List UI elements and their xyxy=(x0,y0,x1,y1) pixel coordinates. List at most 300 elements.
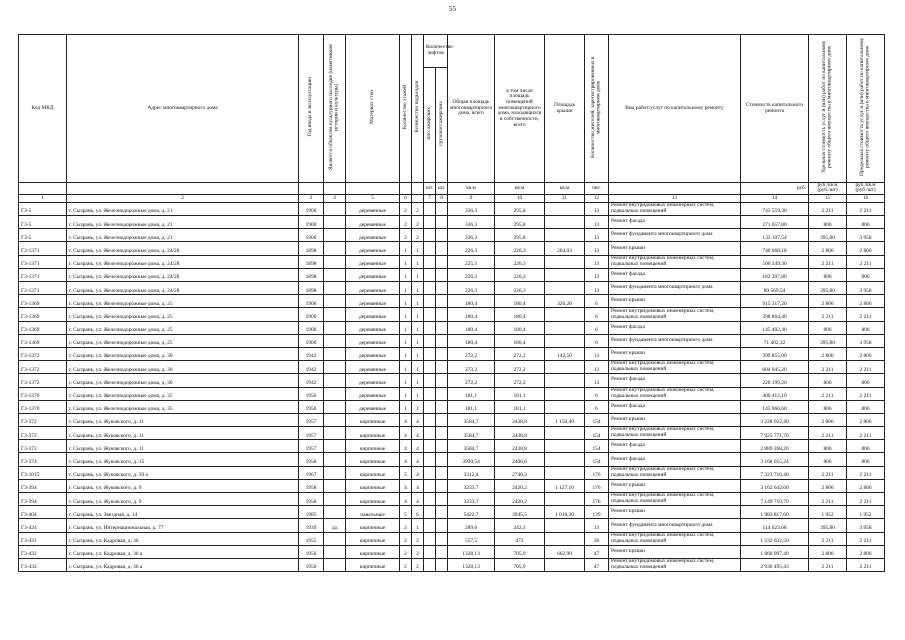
cell-cost: 604 045,20 xyxy=(741,361,809,374)
cell-residents: 13 xyxy=(585,216,609,229)
cell-area-roof: 662,90 xyxy=(545,545,585,558)
column-number: 9 xyxy=(448,194,495,202)
header-row xyxy=(19,35,885,68)
cell-heritage xyxy=(324,374,346,387)
cell-address: г. Сызрань, ул. Жуковского, д. 9 xyxy=(67,479,299,492)
cell-residents: 47 xyxy=(585,545,609,558)
cell-residents: 13 xyxy=(585,347,609,360)
cell-floors: 1 xyxy=(400,268,412,281)
cell-work-type: Ремонт внутридомовых инженерных систем, подвальных помещений xyxy=(609,466,741,479)
cell-address: г. Сызрань, ул. Звездная, д. 14 xyxy=(67,506,299,519)
cell-entrances: 1 xyxy=(412,334,424,347)
cell-work-type: Ремонт фундамента многоквартирного дома xyxy=(609,229,741,242)
cell-unit-cost: 806 xyxy=(809,268,847,281)
header-address: Адрес многоквартирного дома xyxy=(67,35,299,183)
cell-area-roof xyxy=(545,558,585,571)
cell-cost: 398 864,40 xyxy=(741,308,809,321)
cell-max-cost: 2 211 xyxy=(847,493,885,506)
header-max-cost: Предельная стоимость услуг и (или) работ по капитальному ремонту общего имущества в многоквартирном доме xyxy=(847,35,885,183)
cell-cost: 3 162 642,60 xyxy=(741,479,809,492)
cell-residents: 6 xyxy=(585,295,609,308)
cell-max-cost: 2 806 xyxy=(847,347,885,360)
table-row xyxy=(19,400,885,413)
cell-area-total: 1328,13 xyxy=(448,545,495,558)
header-work-type: Вид работ/услуг по капитальному ремонту xyxy=(609,35,741,183)
unit-lifts-pass: шт. xyxy=(424,183,436,195)
table-row xyxy=(19,413,885,426)
cell-max-cost: 3 958 xyxy=(847,229,885,242)
cell-max-cost: 1 952 xyxy=(847,506,885,519)
cell-kod: Г3-1369 xyxy=(19,295,67,308)
cell-cost: 915 317,20 xyxy=(741,295,809,308)
cell-kod: Г3-432 xyxy=(19,545,67,558)
cell-work-type: Ремонт фундамента многоквартирного дома xyxy=(609,519,741,532)
header-material: Материал стен xyxy=(346,35,400,183)
cell-kod: Г3-1370 xyxy=(19,387,67,400)
table-row xyxy=(19,427,885,440)
cell-entrances: 1 xyxy=(412,387,424,400)
cell-unit-cost: 806 xyxy=(809,453,847,466)
cell-work-type: Ремонт внутридомовых инженерных систем, подвальных помещений xyxy=(609,387,741,400)
capital-repair-table xyxy=(18,34,885,572)
cell-lifts-pass xyxy=(424,558,436,571)
cell-lifts-pass xyxy=(424,334,436,347)
cell-unit-cost: 2 211 xyxy=(809,202,847,215)
cell-kod: Г3-1372 xyxy=(19,347,67,360)
cell-heritage xyxy=(324,479,346,492)
cell-kod: Г3-5 xyxy=(19,202,67,215)
cell-kod: Г3-5 xyxy=(19,216,67,229)
cell-area-roof xyxy=(545,334,585,347)
unit-area-owned: кв.м xyxy=(495,183,545,195)
cell-heritage xyxy=(324,466,346,479)
column-number: 15 xyxy=(809,194,847,202)
cell-floors: 2 xyxy=(400,532,412,545)
cell-area-roof: 1 016,30 xyxy=(545,506,585,519)
cell-lifts-cargo xyxy=(436,334,448,347)
cell-work-type: Ремонт фасада xyxy=(609,453,741,466)
cell-lifts-pass xyxy=(424,255,436,268)
cell-work-type: Ремонт внутридомовых инженерных систем, подвальных помещений xyxy=(609,493,741,506)
cell-work-type: Ремонт внутридомовых инженерных систем, подвальных помещений xyxy=(609,361,741,374)
cell-material: кирпичные xyxy=(346,427,400,440)
cell-year: 1958 xyxy=(299,479,324,492)
cell-lifts-cargo xyxy=(436,493,448,506)
cell-kod: Г3-1369 xyxy=(19,308,67,321)
cell-work-type: Ремонт внутридомовых инженерных систем, подвальных помещений xyxy=(609,308,741,321)
cell-kod: Г3-5 xyxy=(19,229,67,242)
cell-area-owned: 226,3 xyxy=(495,255,545,268)
cell-area-roof xyxy=(545,387,585,400)
cell-area-owned: 181,1 xyxy=(495,400,545,413)
table-row xyxy=(19,493,885,506)
cell-area-owned: 295,8 xyxy=(495,216,545,229)
cell-area-roof xyxy=(545,202,585,215)
cell-year: 1942 xyxy=(299,347,324,360)
cell-entrances: 1 xyxy=(412,400,424,413)
cell-floors: 1 xyxy=(400,295,412,308)
table-row xyxy=(19,308,885,321)
cell-max-cost: 2 211 xyxy=(847,255,885,268)
cell-material: кирпичные xyxy=(346,466,400,479)
cell-lifts-pass xyxy=(424,321,436,334)
cell-lifts-pass xyxy=(424,479,436,492)
cell-work-type: Ремонт фасада xyxy=(609,216,741,229)
cell-unit-cost: 806 xyxy=(809,374,847,387)
cell-address: г. Сызрань, ул. Жуковского, д. 11 xyxy=(67,413,299,426)
cell-area-roof: 264,03 xyxy=(545,242,585,255)
cell-material: деревянные xyxy=(346,268,400,281)
cell-lifts-pass xyxy=(424,532,436,545)
cell-heritage xyxy=(324,216,346,229)
cell-lifts-cargo xyxy=(436,558,448,571)
cell-year: 1985 xyxy=(299,506,324,519)
cell-entrances: 4 xyxy=(412,453,424,466)
cell-heritage xyxy=(324,400,346,413)
cell-entrances: 2 xyxy=(412,202,424,215)
cell-lifts-cargo xyxy=(436,282,448,295)
unit-area-roof: кв.м xyxy=(545,183,585,195)
cell-area-owned: 180,4 xyxy=(495,334,545,347)
cell-heritage xyxy=(324,545,346,558)
cell-material: деревянные xyxy=(346,202,400,215)
header-residents: Количество жителей, зарегистрированных в многоквартирном доме xyxy=(585,35,609,183)
cell-work-type: Ремонт крыши xyxy=(609,347,741,360)
table-row xyxy=(19,387,885,400)
cell-work-type: Ремонт внутридомовых инженерных систем, подвальных помещений xyxy=(609,532,741,545)
cell-max-cost: 2 211 xyxy=(847,558,885,571)
cell-residents: 154 xyxy=(585,413,609,426)
table-row xyxy=(19,519,885,532)
cell-unit-cost: 806 xyxy=(809,216,847,229)
cell-kod: Г3-1369 xyxy=(19,321,67,334)
cell-material: деревянные xyxy=(346,295,400,308)
cell-lifts-cargo xyxy=(436,466,448,479)
cell-floors: 2 xyxy=(400,545,412,558)
table-row xyxy=(19,295,885,308)
cell-floors: 1 xyxy=(400,347,412,360)
cell-heritage xyxy=(324,558,346,571)
table-row xyxy=(19,268,885,281)
cell-area-total: 336,3 xyxy=(448,202,495,215)
cell-entrances: 1 xyxy=(412,519,424,532)
cell-area-owned: 2420,2 xyxy=(495,493,545,506)
cell-floors: 1 xyxy=(400,387,412,400)
cell-material: кирпичные xyxy=(346,440,400,453)
cell-lifts-pass xyxy=(424,374,436,387)
cell-year: 1942 xyxy=(299,361,324,374)
cell-max-cost: 806 xyxy=(847,216,885,229)
cell-material: панельные xyxy=(346,506,400,519)
cell-residents: 36 xyxy=(585,532,609,545)
cell-floors: 4 xyxy=(400,440,412,453)
cell-year: 1958 xyxy=(299,493,324,506)
cell-address: г. Сызрань, ул. Жуковского, д. 11 xyxy=(67,440,299,453)
cell-address: г. Сызрань, ул. Кадровая, д. 36 а xyxy=(67,545,299,558)
cell-cost: 3 168 015,24 xyxy=(741,453,809,466)
cell-area-roof xyxy=(545,493,585,506)
cell-entrances: 1 xyxy=(412,308,424,321)
cell-material: деревянные xyxy=(346,282,400,295)
cell-residents: 6 xyxy=(585,321,609,334)
cell-area-total: 3584,7 xyxy=(448,427,495,440)
cell-address: г. Сызрань, ул. Железнодорожные дома, д. 24/28 xyxy=(67,255,299,268)
cell-work-type: Ремонт внутридомовых инженерных систем, подвальных помещений xyxy=(609,558,741,571)
cell-cost: 7 925 771,70 xyxy=(741,427,809,440)
cell-address: г. Сызрань, ул. Железнодорожные дома, д. 25 xyxy=(67,308,299,321)
cell-lifts-cargo xyxy=(436,453,448,466)
cell-lifts-cargo xyxy=(436,242,448,255)
header-floors: Количество этажей xyxy=(400,35,412,183)
table-row xyxy=(19,282,885,295)
cell-address: г. Сызрань, ул. Железнодорожные дома, д. 35 xyxy=(67,400,299,413)
cell-year: 1898 xyxy=(299,282,324,295)
cell-area-total: 5422,7 xyxy=(448,506,495,519)
cell-year: 1956 xyxy=(299,400,324,413)
cell-residents: 6 xyxy=(585,334,609,347)
cell-area-roof xyxy=(545,268,585,281)
table-row xyxy=(19,532,885,545)
unit-area-total: кв.м xyxy=(448,183,495,195)
header-cost: Стоимость капитального ремонта xyxy=(741,35,809,183)
cell-floors: 1 xyxy=(400,282,412,295)
cell-max-cost: 3 958 xyxy=(847,334,885,347)
cell-area-owned: 272,2 xyxy=(495,347,545,360)
cell-unit-cost: 395,80 xyxy=(809,282,847,295)
cell-area-roof xyxy=(545,374,585,387)
cell-heritage xyxy=(324,242,346,255)
cell-year: 1900 xyxy=(299,229,324,242)
cell-material: кирпичные xyxy=(346,558,400,571)
cell-unit-cost: 395,80 xyxy=(809,519,847,532)
cell-unit-cost: 2 211 xyxy=(809,427,847,440)
cell-lifts-pass xyxy=(424,242,436,255)
cell-area-roof xyxy=(545,440,585,453)
cell-area-total: 273,2 xyxy=(448,361,495,374)
cell-material: кирпичные xyxy=(346,453,400,466)
cell-entrances: 1 xyxy=(412,295,424,308)
page-number: 55 xyxy=(449,5,456,13)
table-row xyxy=(19,545,885,558)
cell-year: 1900 xyxy=(299,295,324,308)
cell-cost: 271 057,80 xyxy=(741,216,809,229)
cell-material: кирпичные xyxy=(346,493,400,506)
cell-residents: 176 xyxy=(585,493,609,506)
cell-max-cost: 2 211 xyxy=(847,427,885,440)
cell-residents: 176 xyxy=(585,479,609,492)
cell-lifts-cargo xyxy=(436,532,448,545)
unit-cost: руб. xyxy=(741,183,809,195)
cell-area-roof: 142,50 xyxy=(545,347,585,360)
cell-area-total: 225,3 xyxy=(448,255,495,268)
cell-lifts-pass xyxy=(424,427,436,440)
cell-floors: 1 xyxy=(400,308,412,321)
cell-entrances: 6 xyxy=(412,506,424,519)
cell-area-owned: 272,2 xyxy=(495,361,545,374)
cell-address: г. Сызрань, ул. Жуковского, д. 9 xyxy=(67,493,299,506)
cell-residents: 176 xyxy=(585,466,609,479)
cell-floors: 4 xyxy=(400,427,412,440)
cell-cost: 145 966,60 xyxy=(741,400,809,413)
column-number: 10 xyxy=(495,194,545,202)
cell-max-cost: 2 806 xyxy=(847,545,885,558)
cell-heritage xyxy=(324,268,346,281)
cell-unit-cost: 2 806 xyxy=(809,479,847,492)
cell-cost: 399 855,00 xyxy=(741,347,809,360)
column-number: 5 xyxy=(346,194,400,202)
cell-floors: 4 xyxy=(400,479,412,492)
cell-lifts-pass xyxy=(424,229,436,242)
cell-area-roof xyxy=(545,519,585,532)
cell-lifts-cargo xyxy=(436,545,448,558)
cell-material: деревянные xyxy=(346,361,400,374)
cell-address: г. Сызрань, ул. Железнодорожные дома, д. 30 xyxy=(67,347,299,360)
cell-floors: 4 xyxy=(400,453,412,466)
cell-area-roof xyxy=(545,466,585,479)
cell-work-type: Ремонт фасада xyxy=(609,374,741,387)
cell-area-total: 180,4 xyxy=(448,295,495,308)
cell-residents: 139 xyxy=(585,506,609,519)
cell-area-roof: 326,20 xyxy=(545,295,585,308)
cell-residents: 6 xyxy=(585,308,609,321)
cell-area-total: 3584,7 xyxy=(448,440,495,453)
column-number: 2 xyxy=(67,194,299,202)
column-number: 11 xyxy=(545,194,585,202)
cell-area-owned: 2406,6 xyxy=(495,453,545,466)
table-row xyxy=(19,374,885,387)
cell-area-total: 226,3 xyxy=(448,282,495,295)
cell-lifts-pass xyxy=(424,347,436,360)
header-year: Год ввода в эксплуатацию xyxy=(299,35,324,183)
cell-area-roof xyxy=(545,308,585,321)
cell-area-owned: 295,8 xyxy=(495,229,545,242)
cell-area-total: 557,5 xyxy=(448,532,495,545)
unit-max-cost: руб./кв.м (руб./шт) xyxy=(847,183,885,195)
cell-residents: 13 xyxy=(585,361,609,374)
cell-address: г. Сызрань, ул. Железнодорожные дома, д. 21 xyxy=(67,229,299,242)
cell-work-type: Ремонт внутридомовых инженерных систем, подвальных помещений xyxy=(609,255,741,268)
column-number: 8 xyxy=(436,194,448,202)
cell-heritage xyxy=(324,347,346,360)
cell-lifts-pass xyxy=(424,387,436,400)
cell-material: деревянные xyxy=(346,374,400,387)
header-lifts: Количество лифтов xyxy=(424,35,448,68)
cell-cost: 2 889 268,20 xyxy=(741,440,809,453)
cell-lifts-cargo xyxy=(436,440,448,453)
cell-area-total: 181,1 xyxy=(448,400,495,413)
cell-entrances: 1 xyxy=(412,268,424,281)
cell-address: г. Сызрань, ул. Железнодорожные дома, д. 30 xyxy=(67,361,299,374)
cell-kod: Г3-374 xyxy=(19,453,67,466)
cell-max-cost: 2 211 xyxy=(847,308,885,321)
cell-unit-cost: 2 211 xyxy=(809,387,847,400)
cell-kod: Г3-1370 xyxy=(19,400,67,413)
cell-work-type: Ремонт фасада xyxy=(609,268,741,281)
cell-lifts-pass xyxy=(424,282,436,295)
cell-work-type: Ремонт крыши xyxy=(609,545,741,558)
cell-entrances: 1 xyxy=(412,255,424,268)
cell-entrances: 2 xyxy=(412,229,424,242)
cell-lifts-cargo xyxy=(436,255,448,268)
cell-unit-cost: 2 211 xyxy=(809,308,847,321)
cell-lifts-pass xyxy=(424,295,436,308)
cell-area-owned: 181,1 xyxy=(495,387,545,400)
cell-heritage xyxy=(324,440,346,453)
cell-unit-cost: 395,80 xyxy=(809,334,847,347)
cell-area-total: 336,3 xyxy=(448,216,495,229)
cell-unit-cost: 1 952 xyxy=(809,506,847,519)
cell-cost: 182 397,80 xyxy=(741,268,809,281)
cell-address: г. Сызрань, ул. Жуковского, д. 39 а xyxy=(67,466,299,479)
cell-floors: 1 xyxy=(400,242,412,255)
cell-kod: Г3-1371 xyxy=(19,255,67,268)
cell-entrances: 1 xyxy=(412,347,424,360)
cell-lifts-cargo xyxy=(436,268,448,281)
cell-lifts-cargo xyxy=(436,347,448,360)
cell-material: деревянные xyxy=(346,255,400,268)
cell-year: 1956 xyxy=(299,545,324,558)
cell-lifts-pass xyxy=(424,545,436,558)
cell-entrances: 4 xyxy=(412,479,424,492)
cell-unit-cost: 2 211 xyxy=(809,558,847,571)
cell-area-owned: 705,9 xyxy=(495,558,545,571)
cell-residents: 154 xyxy=(585,453,609,466)
cell-cost: 1 860 097,40 xyxy=(741,545,809,558)
cell-area-total: 1328,13 xyxy=(448,558,495,571)
cell-max-cost: 2 211 xyxy=(847,466,885,479)
cell-entrances: 2 xyxy=(412,216,424,229)
cell-floors: 1 xyxy=(400,321,412,334)
cell-max-cost: 806 xyxy=(847,321,885,334)
cell-max-cost: 806 xyxy=(847,268,885,281)
cell-lifts-pass xyxy=(424,216,436,229)
cell-entrances: 4 xyxy=(412,413,424,426)
cell-lifts-pass xyxy=(424,268,436,281)
header-heritage: Является объектом культурного наследия (памятником истории и культуры) xyxy=(324,35,346,183)
cell-entrances: 4 xyxy=(412,440,424,453)
cell-residents: 13 xyxy=(585,255,609,268)
cell-max-cost: 2 806 xyxy=(847,413,885,426)
cell-area-owned: 272,2 xyxy=(495,374,545,387)
cell-cost: 1 232 632,50 xyxy=(741,532,809,545)
cell-floors: 4 xyxy=(400,493,412,506)
cell-lifts-pass xyxy=(424,400,436,413)
column-number: 12 xyxy=(585,194,609,202)
cell-heritage xyxy=(324,361,346,374)
cell-unit-cost: 806 xyxy=(809,400,847,413)
table-row xyxy=(19,466,885,479)
cell-lifts-pass xyxy=(424,466,436,479)
cell-cost: 1 983 817,60 xyxy=(741,506,809,519)
table-row xyxy=(19,334,885,347)
cell-area-total: 181,1 xyxy=(448,387,495,400)
table-row xyxy=(19,453,885,466)
cell-area-owned: 472 xyxy=(495,532,545,545)
cell-kod: Г3-1371 xyxy=(19,268,67,281)
cell-year: 1958 xyxy=(299,453,324,466)
cell-floors: 5 xyxy=(400,466,412,479)
cell-area-roof xyxy=(545,229,585,242)
cell-heritage xyxy=(324,255,346,268)
header-lifts-pass: пассажирских xyxy=(424,67,436,182)
cell-area-roof: 1 127,10 xyxy=(545,479,585,492)
column-number: 13 xyxy=(609,194,741,202)
cell-material: деревянные xyxy=(346,400,400,413)
cell-area-owned: 180,4 xyxy=(495,295,545,308)
cell-kod: Г3-1015 xyxy=(19,466,67,479)
cell-work-type: Ремонт фасада xyxy=(609,440,741,453)
cell-year: 1939 xyxy=(299,519,324,532)
